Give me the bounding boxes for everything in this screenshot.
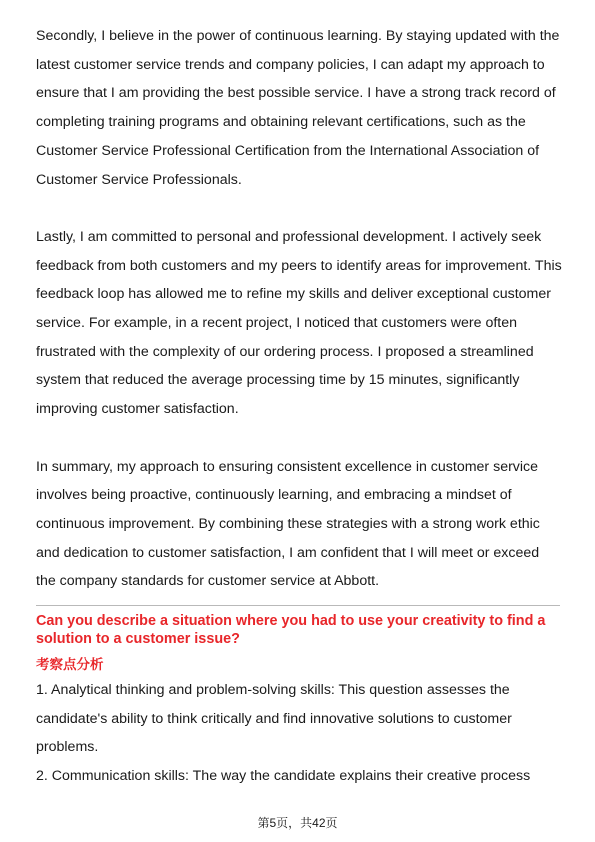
paragraph-gap bbox=[36, 194, 562, 223]
paragraph-gap bbox=[36, 424, 562, 453]
question-heading: Can you describe a situation where you had to use your creativity to find a solution to a customer issue? bbox=[36, 613, 546, 648]
analysis-heading: 考察点分析 bbox=[36, 657, 104, 673]
list-item-communication-skills: 2. Communication skills: The way the candidate explains their creative process bbox=[36, 768, 531, 785]
list-item-analytical-thinking: 1. Analytical thinking and problem-solving skills: This question assesses the candidate's ability to think critically and find innovative solutions to customer problems. bbox=[36, 682, 512, 756]
paragraph-continuous-learning: Secondly, I believe in the power of continuous learning. By staying updated with the latest customer service trends and company policies, I can adapt my approach to ensure that I am providing the best possible service. I have a strong track record of completing training programs and obtaining relevant certifications, such as the Customer Service Professional Certification from the International Association of Customer Service Professionals. bbox=[36, 28, 560, 188]
section-divider bbox=[36, 605, 560, 606]
page-content bbox=[36, 22, 562, 791]
paragraph-personal-development: Lastly, I am committed to personal and professional development. I actively seek feedback from both customers and my peers to identify areas for improvement. This feedback loop has allowed me to refine my skills and deliver exceptional customer service. For example, in a recent project, I noticed that customers were often frustrated with the complexity of our ordering process. I proposed a streamlined system that reduced the average processing time by 15 minutes, significantly improving customer satisfaction. bbox=[36, 228, 562, 418]
page-footer: 第5页，共42页 bbox=[257, 816, 338, 830]
paragraph-summary: In summary, my approach to ensuring consistent excellence in customer service involves being proactive, continuously learning, and embracing a mindset of continuous improvement. By combining these strategies with a strong work ethic and dedication to customer satisfaction, I am confident that I will meet or exceed the company standards for customer service at Abbott. bbox=[36, 458, 540, 590]
